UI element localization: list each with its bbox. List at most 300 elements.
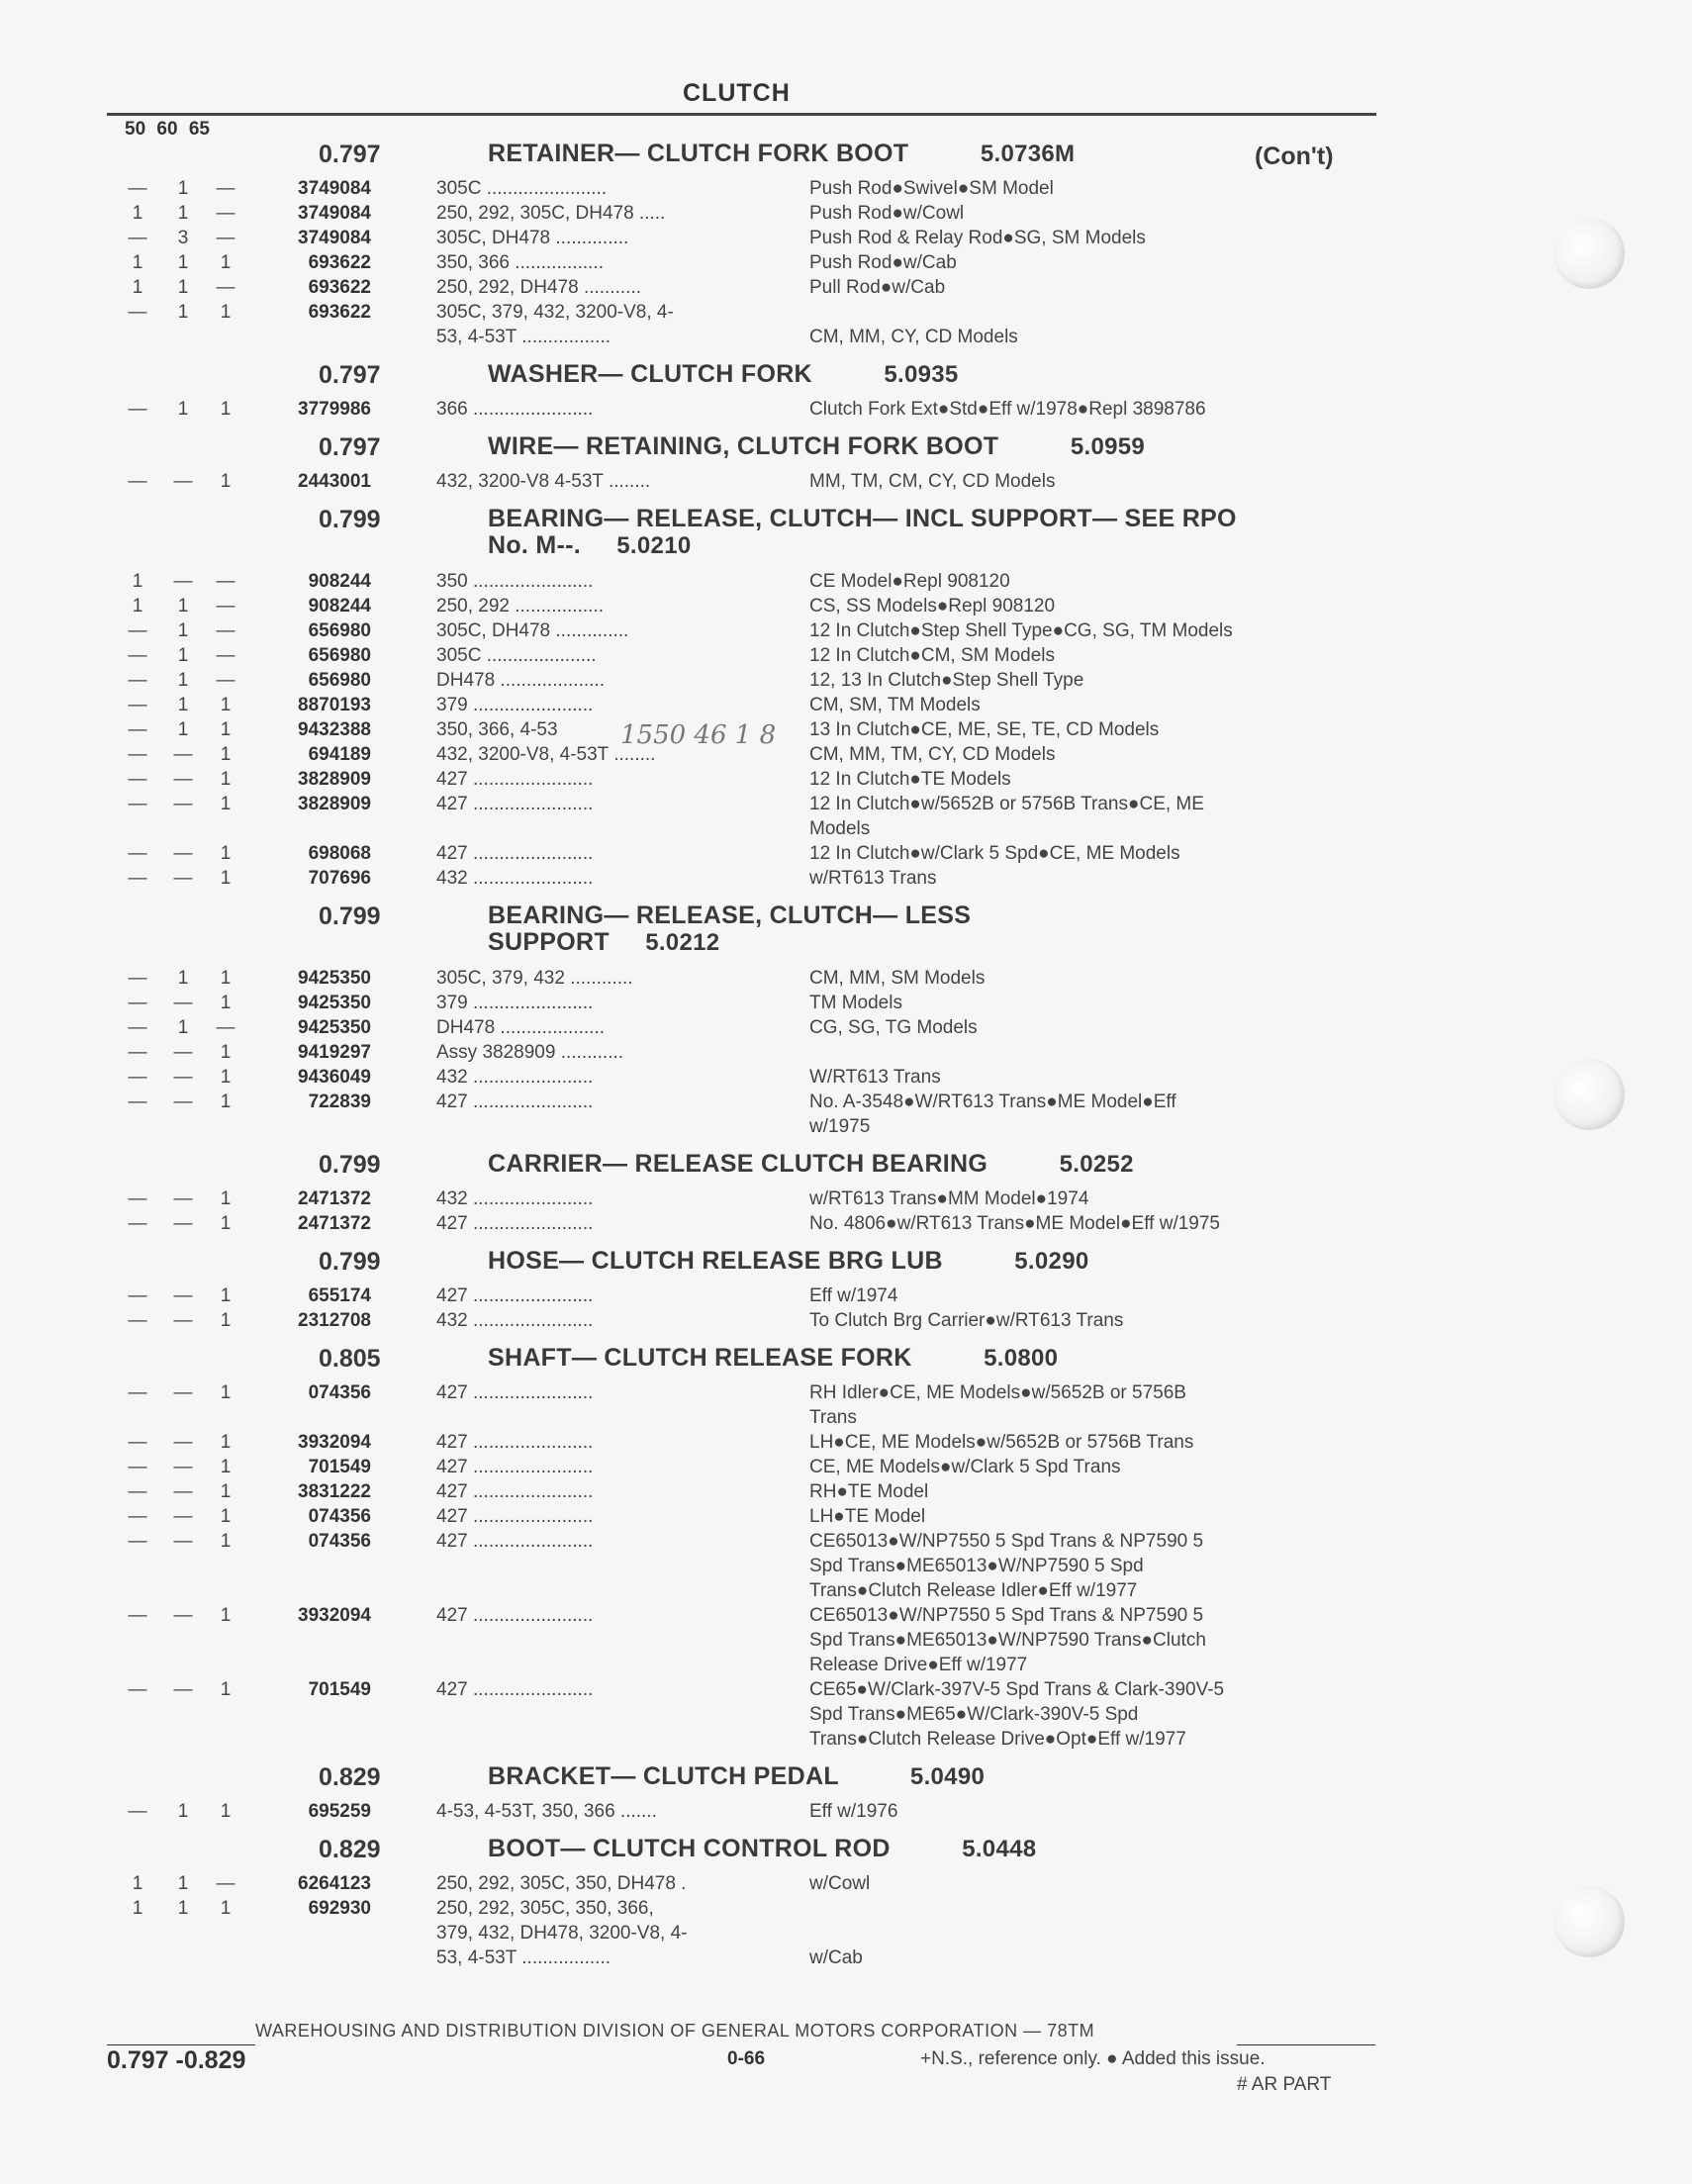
part-row [0,1529,1692,1603]
section-title [488,1836,1036,1862]
part-description: w/RT613 Trans●MM Model●1974 [809,1188,1089,1209]
year-60-qty: — [173,1310,193,1331]
year-50-qty: — [128,868,147,889]
section-title-gap [610,928,645,956]
part-description: 12 In Clutch●TE Models [809,769,1011,790]
part-description: MM, TM, CM, CY, CD Models [809,471,1056,492]
part-number: 3831222 [298,1481,371,1502]
part-row [0,792,1692,841]
application: 427 ....................... [436,1457,594,1477]
year-50-qty: — [128,1679,147,1700]
application: 427 ....................... [436,1481,594,1502]
year-60-qty: — [173,769,193,790]
year-65-qty: 1 [220,794,232,814]
year-60-qty: — [173,1285,193,1306]
section-ref: 5.0210 [616,532,692,559]
year-65-qty: 1 [220,1092,232,1112]
year-60-qty: — [173,1092,193,1112]
year-60-qty: 1 [177,1801,189,1822]
year-50-qty: — [128,645,147,666]
year-65-qty: — [216,670,235,691]
year-65-qty: 1 [220,1285,232,1306]
footer-legend-ar: # AR PART [1237,2074,1332,2095]
year-50-qty: — [128,1042,147,1063]
year-60-qty: 1 [177,277,189,298]
part-number: 9425350 [298,993,371,1013]
footer-rule [1237,2044,1375,2045]
part-description: 12 In Clutch●w/Clark 5 Spd●CE, ME Models [809,843,1180,864]
year-65-qty: — [216,645,235,666]
section-code: 0.799 [319,902,381,930]
year-60-qty: — [173,794,193,814]
part-row [0,397,1692,422]
year-65-qty: 1 [220,1457,232,1477]
application: DH478 .................... [436,670,605,691]
year-50-qty: — [128,620,147,641]
handwritten-note: 1550 46 1 8 [620,720,777,750]
part-description: Clutch Fork Ext●Std●Eff w/1978●Repl 3898786 [809,399,1206,420]
year-65-qty: — [216,203,235,224]
application: 432 ....................... [436,1067,594,1088]
application: 379 ....................... [436,993,594,1013]
application: 350, 366 ................. [436,252,604,273]
section-title-text: WASHER— CLUTCH FORK [488,360,812,388]
application: 250, 292 ................. [436,596,604,617]
section-title [488,141,1075,167]
year-65-qty: 1 [220,744,232,765]
section-header [0,901,1692,960]
year-50-qty: — [128,843,147,864]
application: 432, 3200-V8 4-53T ........ [436,471,651,492]
year-65-qty: — [216,277,235,298]
section-code: 0.797 [319,433,381,461]
part-row [0,643,1692,668]
part-description: CE, ME Models●w/Clark 5 Spd Trans [809,1457,1121,1477]
part-description: W/RT613 Trans [809,1067,941,1088]
year-60-qty: 1 [177,968,189,989]
year-65-qty: 1 [220,1679,232,1700]
year-50-qty: — [128,1457,147,1477]
year-60-qty: 1 [177,1898,189,1919]
part-row [0,1455,1692,1479]
section-title [488,433,1145,460]
section-title-text: CARRIER— RELEASE CLUTCH BEARING [488,1150,988,1178]
section-code: 0.799 [319,1248,381,1276]
application: 305C ..................... [436,645,597,666]
part-description: CM, MM, SM Models [809,968,986,989]
year-60-qty: 1 [177,399,189,420]
footer-legend: +N.S., reference only. ● Added this issue. [920,2048,1266,2069]
part-number: 9436049 [298,1067,371,1088]
section-header [0,1246,1692,1278]
part-description: RH Idler●CE, ME Models●w/5652B or 5756B Trans [809,1382,1186,1428]
application: DH478 .................... [436,1017,605,1038]
part-description: CE65013●W/NP7550 5 Spd Trans & NP7590 5 Spd Trans●ME65013●W/NP7590 Trans●Clutch Release Drive●Eff w/1977 [809,1605,1206,1675]
year-60-qty: 1 [177,178,189,199]
year-50-qty: — [128,1481,147,1502]
year-65-qty: — [216,178,235,199]
footer-division: WAREHOUSING AND DISTRIBUTION DIVISION OF GENERAL MOTORS CORPORATION — 78TM [255,2021,1095,2041]
section-code: 0.799 [319,506,381,533]
year-65-qty: 1 [220,1432,232,1453]
part-description: LH●CE, ME Models●w/5652B or 5756B Trans [809,1432,1194,1453]
part-description: LH●TE Model [809,1506,926,1527]
year-50-qty: — [128,1188,147,1209]
part-number: 693622 [308,302,371,323]
part-row [0,767,1692,792]
year-65-qty: 1 [220,399,232,420]
application: 305C, DH478 .............. [436,620,629,641]
year-50-qty: — [128,178,147,199]
application: 427 ....................... [436,1432,594,1453]
page-number: 0-66 [727,2048,766,2069]
part-number: 9419297 [298,1042,371,1063]
application: 305C, 379, 432, 3200-V8, 4- 53, 4-53T ................. [436,302,674,347]
part-description: 12 In Clutch●Step Shell Type●CG, SG, TM Models [809,620,1233,641]
year-50-qty: — [128,1017,147,1038]
part-description: 13 In Clutch●CE, ME, SE, TE, CD Models [809,719,1160,740]
title-rule [107,113,1376,116]
year-50-qty: — [128,399,147,420]
part-row [0,1015,1692,1040]
section-title-gap [908,140,980,167]
year-60-qty: — [173,744,193,765]
year-60-qty: — [173,1481,193,1502]
year-60-qty: 3 [177,228,189,248]
section-ref: 5.0448 [962,1836,1037,1862]
part-row [0,1040,1692,1065]
part-description: CM, MM, CY, CD Models [809,327,1018,347]
part-description: CE65●W/Clark-397V-5 Spd Trans & Clark-390V-5 Spd Trans●ME65●W/Clark-390V-5 Spd Trans●Clutch Release Drive●Opt●Eff w/1977 [809,1679,1225,1750]
year-65-qty: 1 [220,769,232,790]
section-title [488,1763,985,1790]
section-title-gap [891,1835,962,1862]
part-row [0,469,1692,494]
part-row [0,226,1692,250]
part-description: w/RT613 Trans [809,868,937,889]
year-60-qty: — [173,1531,193,1552]
section-title-text: SHAFT— CLUTCH RELEASE FORK [488,1344,912,1372]
year-65-qty: 1 [220,1310,232,1331]
punch-hole [1553,218,1625,289]
application: 432 ....................... [436,868,594,889]
part-description: 12 In Clutch●w/5652B or 5756B Trans●CE, ME Models [809,794,1204,839]
year-60-qty: 1 [177,252,189,273]
part-number: 3828909 [298,769,371,790]
part-number: 908244 [308,596,371,617]
part-number: 9425350 [298,1017,371,1038]
part-number: 3749084 [298,203,371,224]
section-ref: 5.0736M [980,141,1076,167]
year-60-qty: 1 [177,1873,189,1894]
application: 305C, DH478 .............. [436,228,629,248]
part-number: 656980 [308,645,371,666]
part-description: Push Rod●w/Cowl [809,203,965,224]
year-50-qty: — [128,744,147,765]
part-number: 693622 [308,277,371,298]
year-65-qty: 1 [220,1605,232,1626]
application: 427 ....................... [436,794,594,814]
section-title-gap [998,432,1070,460]
application: 427 ....................... [436,1213,594,1234]
part-row [0,300,1692,349]
section-code: 0.799 [319,1151,381,1179]
year-65-qty: 1 [220,968,232,989]
part-number: 8870193 [298,695,371,715]
year-60-qty: — [173,1605,193,1626]
part-row [0,866,1692,891]
year-50-qty: — [128,993,147,1013]
year-65-qty: — [216,571,235,592]
year-50-qty: — [128,1605,147,1626]
year-50-qty: — [128,471,147,492]
section-title-text: WIRE— RETAINING, CLUTCH FORK BOOT [488,432,999,460]
year-60-qty: 1 [177,645,189,666]
application: 379 ....................... [436,695,594,715]
punch-hole [1553,1059,1625,1130]
section-code: 0.829 [319,1836,381,1863]
part-number: 9425350 [298,968,371,989]
year-50-qty: 1 [132,571,143,592]
part-number: 2443001 [298,471,371,492]
year-column-header: 50 60 65 [125,119,210,140]
part-row [0,1871,1692,1896]
year-65-qty: 1 [220,843,232,864]
part-number: 656980 [308,670,371,691]
section-title [488,1151,1134,1178]
year-60-qty: — [173,471,193,492]
year-65-qty: 1 [220,1506,232,1527]
part-description: CG, SG, TG Models [809,1017,978,1038]
part-row [0,594,1692,618]
year-50-qty: 1 [132,1873,143,1894]
section-title-text: BOOT— CLUTCH CONTROL ROD [488,1835,891,1862]
year-50-qty: — [128,794,147,814]
application: 427 ....................... [436,1531,594,1552]
year-65-qty: 1 [220,695,232,715]
part-number: 698068 [308,843,371,864]
section-continued: (Con't) [1255,142,1334,170]
year-65-qty: 1 [220,1481,232,1502]
year-65-qty: 1 [220,1213,232,1234]
part-row [0,1380,1692,1430]
year-60-qty: — [173,1382,193,1403]
part-row [0,1430,1692,1455]
section-ref: 5.0490 [909,1763,986,1790]
section-title-text: BEARING— RELEASE, CLUTCH— LESS SUPPORT [488,902,972,956]
year-50-qty: — [128,670,147,691]
part-row [0,742,1692,767]
year-60-qty: — [173,1188,193,1209]
year-65-qty: — [216,1873,235,1894]
application: 350, 366, 4-53 [436,719,558,740]
section-title-gap [943,1247,1014,1275]
year-65-qty: 1 [220,1067,232,1088]
application: 427 ....................... [436,1285,594,1306]
application: 427 ....................... [436,1092,594,1112]
part-row [0,841,1692,866]
application: 427 ....................... [436,1605,594,1626]
part-number: 694189 [308,744,371,765]
part-row [0,1603,1692,1677]
part-number: 3779986 [298,399,371,420]
part-row [0,1799,1692,1824]
punch-hole [1553,1886,1625,1957]
section-title [488,1345,1058,1372]
part-row [0,1677,1692,1752]
part-row [0,176,1692,201]
part-description: CE65013●W/NP7550 5 Spd Trans & NP7590 5 Spd Trans●ME65013●W/NP7590 5 Spd Trans●Clutch Release Idler●Eff w/1977 [809,1531,1204,1601]
part-row [0,717,1692,742]
section-ref: 5.0959 [1070,433,1146,460]
year-50-qty: 1 [132,252,143,273]
section-header [0,1761,1692,1793]
year-50-qty: — [128,1531,147,1552]
year-50-qty: — [128,1801,147,1822]
part-number: 3828909 [298,794,371,814]
part-row [0,966,1692,991]
part-number: 655174 [308,1285,371,1306]
year-60-qty: 1 [177,719,189,740]
section-code: 0.829 [319,1763,381,1791]
section-header [0,139,1692,170]
part-number: 9432388 [298,719,371,740]
year-65-qty: 1 [220,1382,232,1403]
part-row [0,1283,1692,1308]
footer-rule [107,2044,255,2045]
section-title [488,902,971,956]
section-ref: 5.0252 [1059,1151,1134,1178]
year-60-qty: — [173,1506,193,1527]
section-code: 0.797 [319,361,381,389]
section-header [0,431,1692,463]
year-60-qty: — [173,1432,193,1453]
year-65-qty: 1 [220,993,232,1013]
section-title-gap [812,360,884,388]
year-50-qty: — [128,719,147,740]
section-header [0,504,1692,563]
year-60-qty: 1 [177,670,189,691]
footer-range: 0.797 -0.829 [107,2046,246,2074]
year-65-qty: 1 [220,1531,232,1552]
part-description: No. 4806●w/RT613 Trans●ME Model●Eff w/1975 [809,1213,1220,1234]
parts-list [0,139,1692,1970]
part-number: 074356 [308,1506,371,1527]
year-50-qty: — [128,302,147,323]
part-row [0,618,1692,643]
part-number: 656980 [308,620,371,641]
part-description: No. A-3548●W/RT613 Trans●ME Model●Eff w/1975 [809,1092,1176,1137]
part-description [809,1040,1373,1065]
part-description: Push Rod●Swivel●SM Model [809,178,1054,199]
part-description: Push Rod & Relay Rod●SG, SM Models [809,228,1146,248]
part-description: w/Cab [809,1947,863,1968]
part-row [0,1065,1692,1090]
year-60-qty: 1 [177,620,189,641]
part-description: 12 In Clutch●CM, SM Models [809,645,1056,666]
section-ref: 5.0290 [1014,1248,1089,1275]
section-title-text: BEARING— RELEASE, CLUTCH— INCL SUPPORT— SEE RPO No. M--. [488,505,1237,559]
section-header [0,1834,1692,1865]
application: 427 ....................... [436,1382,594,1403]
section-code: 0.797 [319,141,381,168]
section-header [0,359,1692,391]
part-number: 2312708 [298,1310,371,1331]
application: 305C ....................... [436,178,608,199]
section-title-text: BRACKET— CLUTCH PEDAL [488,1762,839,1790]
part-number: 3749084 [298,178,371,199]
part-number: 908244 [308,571,371,592]
part-number: 701549 [308,1679,371,1700]
part-row [0,569,1692,594]
part-description: CM, SM, TM Models [809,695,981,715]
year-50-qty: — [128,1432,147,1453]
application: 366 ....................... [436,399,594,420]
part-number: 3932094 [298,1605,371,1626]
year-50-qty: — [128,1285,147,1306]
section-title [488,361,959,388]
application: 350 ....................... [436,571,594,592]
year-50-qty: 1 [132,277,143,298]
year-50-qty: — [128,228,147,248]
section-header [0,1149,1692,1181]
section-title-gap [838,1762,909,1790]
part-row [0,668,1692,693]
year-60-qty: — [173,1067,193,1088]
part-number: 2471372 [298,1213,371,1234]
year-65-qty: — [216,620,235,641]
application: 427 ....................... [436,843,594,864]
part-row [0,1211,1692,1236]
section-title-gap [987,1150,1059,1178]
year-60-qty: 1 [177,302,189,323]
year-50-qty: — [128,1092,147,1112]
year-65-qty: 1 [220,1898,232,1919]
part-number: 701549 [308,1457,371,1477]
part-number: 2471372 [298,1188,371,1209]
year-65-qty: 1 [220,252,232,273]
section-ref: 5.0800 [984,1345,1059,1372]
part-description: TM Models [809,993,902,1013]
part-number: 692930 [308,1898,371,1919]
application: 250, 292, 305C, 350, 366, 379, 432, DH478, 3200-V8, 4- 53, 4-53T ................. [436,1898,688,1968]
part-number: 695259 [308,1801,371,1822]
section-title [488,1248,1089,1275]
application: 250, 292, 305C, 350, DH478 . [436,1873,687,1894]
year-65-qty: — [216,228,235,248]
part-description: CM, MM, TM, CY, CD Models [809,744,1056,765]
year-50-qty: — [128,1382,147,1403]
year-60-qty: — [173,1213,193,1234]
part-row [0,1308,1692,1333]
year-60-qty: — [173,868,193,889]
section-title-text: RETAINER— CLUTCH FORK BOOT [488,140,909,167]
part-row [0,693,1692,717]
part-number: 707696 [308,868,371,889]
section-title-text: HOSE— CLUTCH RELEASE BRG LUB [488,1247,943,1275]
year-60-qty: 1 [177,596,189,617]
section-title-gap [912,1344,984,1372]
section-ref: 5.0935 [884,361,959,388]
part-description: Pull Rod●w/Cab [809,277,946,298]
application: 305C, 379, 432 ............ [436,968,633,989]
part-row [0,1090,1692,1139]
year-60-qty: — [173,571,193,592]
year-60-qty: — [173,1042,193,1063]
year-50-qty: — [128,1310,147,1331]
section-header [0,1343,1692,1375]
part-description: Push Rod●w/Cab [809,252,957,273]
